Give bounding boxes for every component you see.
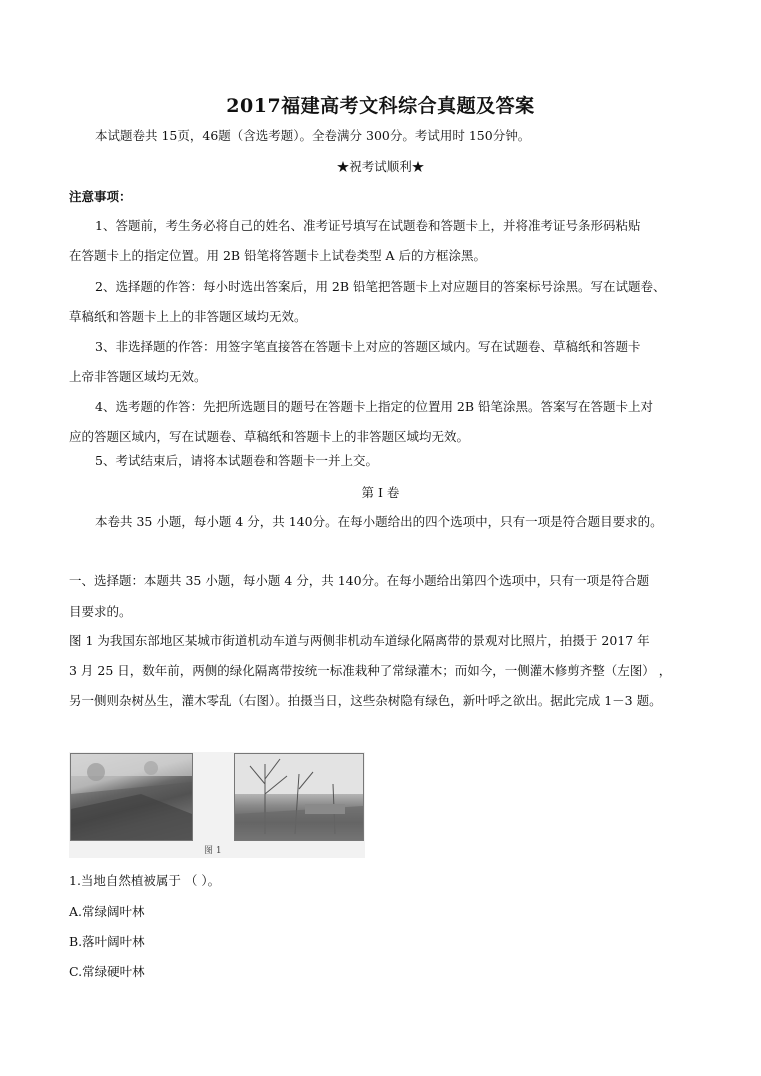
exam-intro: 本试题卷共 15页，46题（含选考题）。全卷满分 300分。考试用时 150分钟。 [95, 128, 531, 143]
question-1-option-b: B.落叶阔叶林 [69, 934, 145, 949]
page-title: 2017福建高考文科综合真题及答案 [226, 95, 535, 117]
note-5: 5、考试结束后，请将本试题卷和答题卡一并上交。 [95, 453, 378, 468]
note-2-line-1: 2、选择题的作答：每小时选出答案后，用 2B 铅笔把答题卡上对应题目的答案标号涂黑。写在试题卷、 [95, 279, 666, 294]
section-heading-line-2: 目要求的。 [69, 604, 132, 619]
passage-line-2: 3 月 25 日，数年前，两侧的绿化隔离带按统一标准栽种了常绿灌木；而如今，一侧灌木修剪齐整（左图） ， [69, 663, 672, 678]
overgrown-shrub-photo [234, 753, 364, 841]
question-1-option-c: C.常绿硬叶林 [69, 964, 145, 979]
notice-heading: 注意事项： [69, 189, 132, 204]
blessing-text: ★祝考试顺利★ [336, 159, 425, 174]
note-2-line-2: 草稿纸和答题卡上上的非答题区域均无效。 [69, 309, 307, 324]
note-4-line-1: 4、选考题的作答：先把所选题目的题号在答题卡上指定的位置用 2B 铅笔涂黑。答案写在答题卡上对 [95, 399, 654, 414]
figure-caption: 图 1 [204, 846, 222, 856]
question-1-stem: 1.当地自然植被属于 （ ）。 [69, 873, 221, 888]
figure-1 [69, 752, 365, 858]
note-3-line-2: 上帝非答题区域均无效。 [69, 369, 207, 384]
note-1-line-2: 在答题卡上的指定位置。用 2B 铅笔将答题卡上试卷类型 A 后的方框涂黑。 [69, 248, 487, 263]
trimmed-shrub-photo [70, 753, 193, 841]
note-4-line-2: 应的答题区域内，写在试题卷、草稿纸和答题卡上的非答题区域均无效。 [69, 429, 470, 444]
volume-title: 第 I 卷 [361, 485, 400, 500]
question-1-option-a: A.常绿阔叶林 [69, 904, 145, 919]
section-heading-line-1: 一、选择题：本题共 35 小题，每小题 4 分，共 140分。在每小题给出第四个选项中，只有一项是符合题 [69, 573, 650, 588]
passage-line-3: 另一侧则杂树丛生，灌木零乱（右图）。拍摄当日，这些杂树隐有绿色，新叶呼之欲出。据此完成 1－3 题。 [69, 693, 662, 708]
volume-description: 本卷共 35 小题，每小题 4 分，共 140分。在每小题给出的四个选项中，只有一项是符合题目要求的。 [95, 514, 663, 529]
passage-line-1: 图 1 为我国东部地区某城市街道机动车道与两侧非机动车道绿化隔离带的景观对比照片，拍摄于 2017 年 [69, 633, 650, 648]
note-3-line-1: 3、非选择题的作答：用签字笔直接答在答题卡上对应的答题区域内。写在试题卷、草稿纸和答题卡 [95, 339, 641, 354]
note-1-line-1: 1、答题前，考生务必将自己的姓名、准考证号填写在试题卷和答题卡上，并将准考证号条形码粘贴 [95, 218, 641, 233]
